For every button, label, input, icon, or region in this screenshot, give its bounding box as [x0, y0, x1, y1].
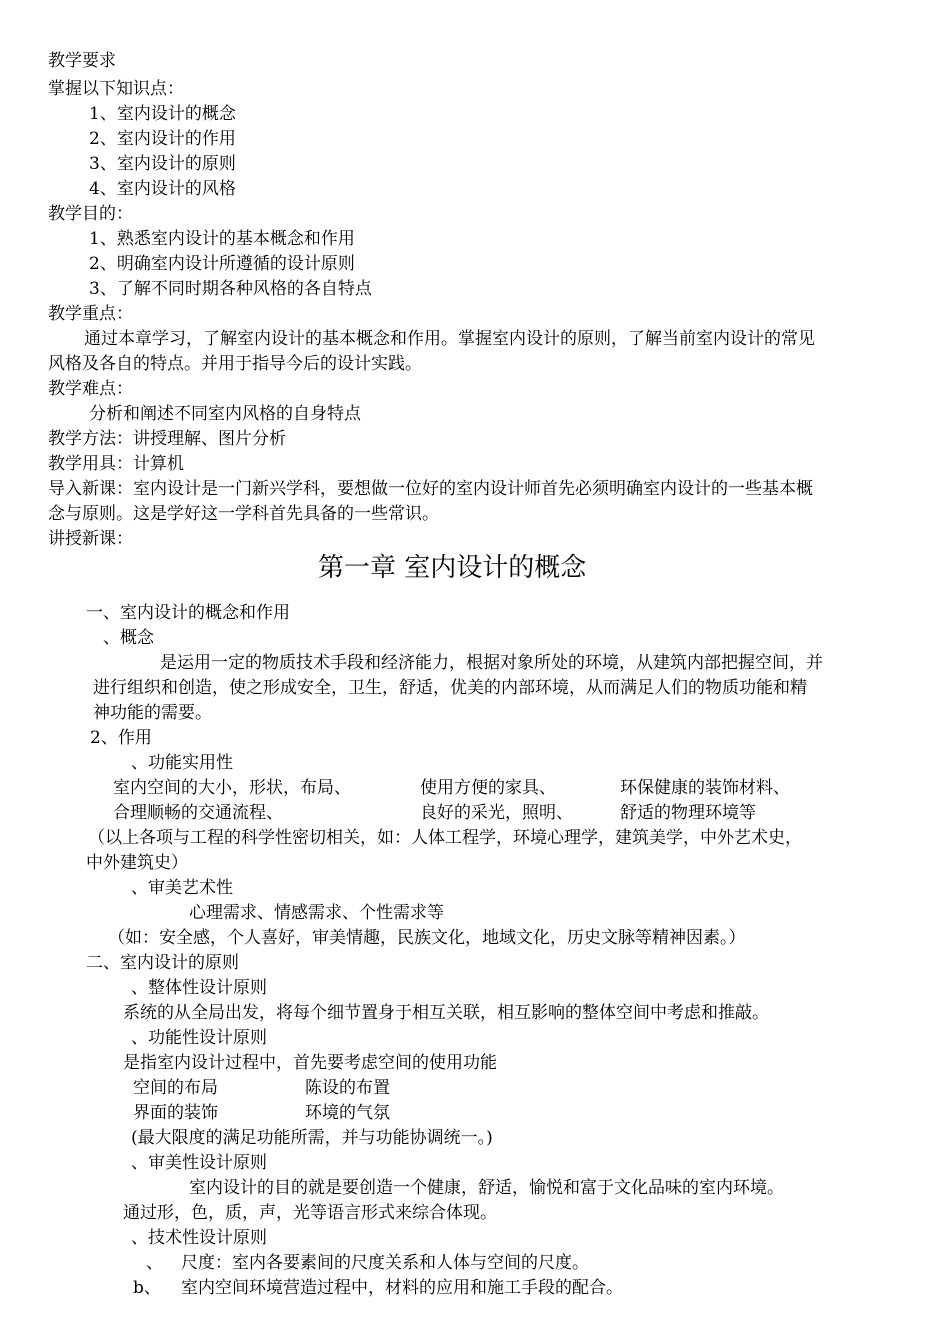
- item-heading: 、审美艺术性: [131, 878, 233, 898]
- subsection-heading: 、概念: [103, 628, 154, 648]
- paragraph-line: (最大限度的满足功能所需，并与功能协调统一。): [131, 1128, 493, 1148]
- paragraph-line: 通过本章学习，了解室内设计的基本概念和作用。掌握室内设计的原则，了解当前室内设计的常见: [84, 329, 815, 349]
- text-line: 掌握以下知识点：: [48, 79, 184, 99]
- list-item: 2、明确室内设计所遵循的设计原则: [89, 254, 355, 274]
- section-heading: 二、室内设计的原则: [86, 953, 239, 973]
- item-heading: 、功能实用性: [131, 753, 233, 773]
- heading-teaching-requirements: 教学要求: [48, 51, 116, 71]
- paragraph-line: （以上各项与工程的科学性密切相关，如：人体工程学，环境心理学，建筑美学，中外艺术史，: [88, 828, 802, 848]
- text-line: 心理需求、情感需求、个性需求等: [189, 903, 444, 923]
- item-heading: 、功能性设计原则: [131, 1028, 267, 1048]
- list-item: 3、室内设计的原则: [89, 154, 236, 174]
- paragraph-line: 通过形，色，质，声，光等语言形式来综合体现。: [123, 1203, 497, 1223]
- list-item: 2、室内设计的作用: [89, 129, 236, 149]
- paragraph-line: （如：安全感，个人喜好，审美情趣，民族文化，地域文化，历史文脉等精神因素。）: [108, 928, 746, 948]
- item-heading: 、整体性设计原则: [131, 978, 267, 998]
- list-marker: 、: [146, 1253, 163, 1273]
- table-cell: 良好的采光，照明、: [420, 803, 573, 823]
- paragraph-line: 神功能的需要。: [93, 703, 212, 723]
- paragraph-line: 是运用一定的物质技术手段和经济能力，根据对象所处的环境，从建筑内部把握空间，并: [160, 653, 823, 673]
- list-item: 尺度：室内各要素间的尺度关系和人体与空间的尺度。: [181, 1253, 589, 1273]
- table-cell: 环境的气氛: [305, 1103, 390, 1123]
- paragraph-line: 中外建筑史）: [86, 853, 188, 873]
- list-item: 3、了解不同时期各种风格的各自特点: [89, 279, 372, 299]
- text-line: 教学方法：讲授理解、图片分析: [48, 429, 286, 449]
- item-heading: 、技术性设计原则: [131, 1228, 267, 1248]
- item-heading: 、审美性设计原则: [131, 1153, 267, 1173]
- table-cell: 环保健康的装饰材料、: [620, 778, 790, 798]
- list-item: 1、熟悉室内设计的基本概念和作用: [89, 229, 355, 249]
- table-cell: 合理顺畅的交通流程、: [113, 803, 283, 823]
- paragraph-line: 分析和阐述不同室内风格的自身特点: [89, 404, 361, 424]
- paragraph-line: 念与原则。这是学好这一学科首先具备的一些常识。: [48, 504, 439, 524]
- paragraph-line: 导入新课：室内设计是一门新兴学科，要想做一位好的室内设计师首先必须明确室内设计的一些基本概: [48, 479, 813, 499]
- section-heading: 一、室内设计的概念和作用: [86, 603, 290, 623]
- table-cell: 陈设的布置: [305, 1078, 390, 1098]
- text-line: 教学用具：计算机: [48, 454, 184, 474]
- list-item: 室内空间环境营造过程中，材料的应用和施工手段的配合。: [181, 1278, 623, 1298]
- paragraph-line: 是指室内设计过程中，首先要考虑空间的使用功能: [123, 1053, 497, 1073]
- paragraph-line: 系统的从全局出发，将每个细节置身于相互关联，相互影响的整体空间中考虑和推敲。: [123, 1003, 769, 1023]
- list-marker: b、: [133, 1278, 161, 1298]
- paragraph-line: 风格及各自的特点。并用于指导今后的设计实践。: [48, 354, 422, 374]
- heading-teaching-goals: 教学目的：: [48, 204, 133, 224]
- table-cell: 使用方便的家具、: [420, 778, 556, 798]
- table-cell: 舒适的物理环境等: [620, 803, 756, 823]
- list-item: 4、室内设计的风格: [89, 179, 236, 199]
- heading-key-points: 教学重点：: [48, 304, 133, 324]
- chapter-title: 第一章 室内设计的概念: [318, 553, 587, 583]
- paragraph-line: 室内设计的目的就是要创造一个健康，舒适，愉悦和富于文化品味的室内环境。: [189, 1178, 784, 1198]
- table-cell: 室内空间的大小，形状，布局、: [113, 778, 351, 798]
- list-item: 1、室内设计的概念: [89, 104, 236, 124]
- table-cell: 界面的装饰: [133, 1103, 218, 1123]
- heading-difficulties: 教学难点：: [48, 379, 133, 399]
- table-cell: 空间的布局: [133, 1078, 218, 1098]
- paragraph-line: 进行组织和创造，使之形成安全，卫生，舒适，优美的内部环境，从而满足人们的物质功能和精: [93, 678, 807, 698]
- text-line: 讲授新课：: [48, 529, 133, 549]
- subsection-heading: 2、作用: [90, 728, 152, 748]
